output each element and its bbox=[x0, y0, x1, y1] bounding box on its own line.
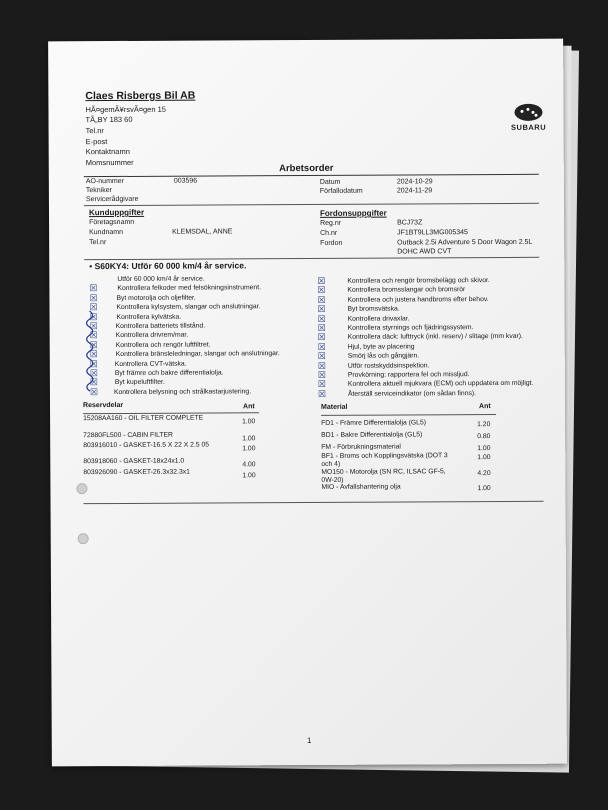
subaru-logo bbox=[503, 104, 553, 132]
fordon-value-1: Outback 2.5i Adventure 5 Door Wagon 2.5L bbox=[397, 238, 533, 247]
company-phone: Tel.nr bbox=[85, 126, 104, 136]
material-row-name: FM - Förbrukningsmaterial bbox=[321, 443, 401, 451]
service-task-item: Kontrollera felkoder med felsökningsinstrument. bbox=[117, 284, 261, 293]
tekniker-label: Tekniker bbox=[85, 187, 112, 195]
fordon-label: Fordon bbox=[320, 239, 343, 247]
check-mark-icon: ☒ bbox=[89, 321, 98, 332]
servicerad-label: Servicerådgivare bbox=[85, 195, 139, 204]
check-mark-icon: ☒ bbox=[317, 304, 326, 315]
service-task-item: Byt främre och bakre differentialolja. bbox=[114, 369, 224, 378]
parts-col-name: Reservdelar bbox=[82, 401, 124, 410]
fordon-value-2: DOHC AWD CVT bbox=[397, 248, 452, 256]
material-row-qty: 1.00 bbox=[477, 454, 491, 462]
service-task-item: Kontrollera styrnings och fjädringssystem. bbox=[347, 324, 474, 332]
part-row-qty: 1.00 bbox=[242, 445, 256, 453]
company-name: Claes Risbergs Bil AB bbox=[85, 89, 196, 103]
check-mark-icon: ☒ bbox=[317, 351, 326, 362]
ch-value: JF1BT9LL3MG005345 bbox=[397, 229, 468, 237]
material-row-name: MO150 - Motorolja (SN RC, ILSAC GF-5, 0W-20) bbox=[321, 468, 446, 484]
vehicle-heading: Fordonsuppgifter bbox=[319, 208, 387, 218]
kundnamn-value: KLEMSDAL, ANNE bbox=[172, 228, 233, 236]
service-task-item: Kontrollera däck: lufttryck (inkl. reserv) / slitage (mm kvar). bbox=[347, 333, 523, 342]
subaru-logo-icon bbox=[514, 104, 542, 121]
check-mark-icon: ☒ bbox=[89, 377, 98, 388]
part-row-name: 803926090 - GASKET-26.3x32.3x1 bbox=[83, 468, 190, 477]
material-row-name: MIO - Avfallshantering olja bbox=[321, 483, 401, 491]
check-mark-icon: ☒ bbox=[317, 313, 326, 324]
forfallo-label: Förfallodatum bbox=[319, 187, 363, 195]
check-mark-icon: ☒ bbox=[89, 358, 98, 369]
service-task-item: Utför rostskyddsinspektion. bbox=[347, 361, 430, 370]
material-row-name: BD1 - Bakre Differentialolja (GL5) bbox=[321, 431, 423, 439]
service-task-item: Kontrollera drivrem/mar. bbox=[115, 332, 189, 340]
material-row-qty: 1.00 bbox=[477, 445, 491, 453]
material-row-qty: 1.20 bbox=[477, 421, 491, 429]
check-mark-icon: ☒ bbox=[89, 349, 98, 360]
bottom-divider bbox=[84, 501, 544, 504]
company-address: HÃ¤gemÃ¥rsvÃ¤gen 15 bbox=[85, 104, 166, 115]
meta-divider bbox=[84, 203, 539, 206]
check-mark-icon: ☒ bbox=[89, 292, 98, 303]
customer-heading: Kunduppgifter bbox=[88, 207, 145, 218]
ao-value: 003596 bbox=[173, 177, 198, 185]
part-row-name: 15208AA160 - OIL FILTER COMPLETE bbox=[83, 414, 204, 423]
service-task-item: Byt kupeluftfilter. bbox=[114, 379, 165, 387]
check-mark-icon: ☒ bbox=[317, 369, 326, 380]
customer-divider bbox=[84, 257, 539, 260]
check-mark-icon: ☒ bbox=[317, 388, 327, 399]
service-task-item: Kontrollera kylvätska. bbox=[116, 313, 182, 321]
parts-col-qty: Ant bbox=[243, 403, 255, 411]
service-task-item: Utför 60 000 km/4 år service. bbox=[117, 275, 205, 283]
materials-header-line bbox=[321, 414, 496, 416]
reg-label: Reg.nr bbox=[320, 219, 342, 227]
punch-hole bbox=[78, 533, 89, 544]
service-task-item: Kontrollera och rengör luftfiltret. bbox=[115, 341, 211, 349]
check-mark-icon: ☒ bbox=[89, 368, 98, 379]
service-title: • S60KY4: Utför 60 000 km/4 år service. bbox=[89, 260, 247, 272]
service-task-item: Smörj lås och gångjärn. bbox=[347, 352, 420, 360]
material-row-name: BF1 - Broms och Kopplingsvätska (DOT 3 och 4) bbox=[321, 452, 448, 468]
part-row-qty: 1.00 bbox=[242, 472, 256, 480]
company-email: E-post bbox=[85, 137, 108, 147]
check-mark-icon: ☒ bbox=[317, 275, 326, 286]
kundnamn-label: Kundnamn bbox=[89, 228, 123, 237]
check-mark-icon: ☒ bbox=[317, 322, 326, 333]
work-order-page bbox=[48, 39, 567, 767]
service-task-item: Kontrollera och justera handbroms efter behov. bbox=[347, 295, 489, 304]
check-mark-icon: ☒ bbox=[317, 285, 326, 296]
check-mark-icon: ☒ bbox=[317, 379, 327, 390]
service-task-item: Återställ serviceindikator (om sådan finns). bbox=[347, 389, 477, 398]
datum-label: Datum bbox=[319, 178, 341, 186]
part-row-name: 72880FL500 - CABIN FILTER bbox=[83, 431, 173, 440]
document-title: Arbetsorder bbox=[279, 162, 334, 175]
check-mark-icon: ☒ bbox=[89, 283, 98, 294]
service-task-item: Kontrollera bromsslangar och bromsrör bbox=[347, 286, 466, 295]
service-task-item: Provkörning: rapportera fel och missljud. bbox=[347, 371, 470, 379]
service-task-item: Hjul, byte av placering bbox=[347, 343, 415, 351]
reg-value: BCJ73Z bbox=[397, 219, 423, 227]
forfallo-value: 2024-11-29 bbox=[396, 187, 433, 195]
check-mark-icon: ☒ bbox=[317, 360, 326, 371]
foretag-label: Företagsnamn bbox=[89, 218, 135, 227]
part-row-qty: 4.00 bbox=[242, 461, 256, 469]
datum-value: 2024-10-29 bbox=[396, 178, 433, 186]
service-task-item: Kontrollera batteriets tillstånd. bbox=[115, 322, 206, 331]
check-mark-icon: ☒ bbox=[89, 302, 98, 313]
check-mark-icon: ☒ bbox=[317, 294, 326, 305]
check-mark-icon: ☒ bbox=[317, 341, 326, 352]
punch-hole bbox=[76, 483, 87, 494]
material-row-qty: 1.00 bbox=[477, 485, 491, 493]
part-row-name: 803916010 - GASKET-16.5 X 22 X 2.5 05 bbox=[83, 441, 210, 450]
part-row-qty: 1.00 bbox=[242, 435, 256, 443]
service-task-item: Kontrollera belysning och strålkastarjustering. bbox=[113, 388, 252, 396]
material-row-qty: 4.20 bbox=[477, 470, 491, 478]
check-mark-icon: ☒ bbox=[317, 332, 326, 343]
service-task-item: Kontrollera bränsleledningar, slangar och anslutningar. bbox=[115, 350, 280, 359]
part-row-name: 803918060 - GASKET-18x24x1.0 bbox=[83, 457, 185, 466]
check-mark-icon: ☒ bbox=[89, 330, 98, 341]
service-task-item: Byt motorolja och oljefilter. bbox=[116, 294, 196, 302]
material-row-qty: 0.80 bbox=[477, 433, 491, 441]
ch-label: Ch.nr bbox=[320, 229, 338, 237]
company-city: TÃ„BY 183 60 bbox=[85, 114, 133, 125]
page-number: 1 bbox=[307, 735, 312, 746]
check-mark-icon: ☒ bbox=[89, 339, 98, 350]
service-task-item: Kontrollera och rengör bromsbelägg och skivor. bbox=[347, 277, 490, 285]
company-vat: Momsnummer bbox=[85, 157, 134, 168]
logo-text: SUBARU bbox=[510, 122, 547, 132]
materials-col-qty: Ant bbox=[479, 403, 491, 411]
material-row-name: FD1 - Främre Differentialolja (GL5) bbox=[321, 419, 427, 427]
check-mark-icon: ☒ bbox=[89, 386, 99, 397]
part-row-qty: 1.00 bbox=[242, 418, 256, 426]
service-task-item: Kontrollera aktuell mjukvara (ECM) och uppdatera om möjligt. bbox=[347, 380, 534, 389]
company-contact: Kontaktnamn bbox=[85, 146, 130, 157]
ao-label: AO-nummer bbox=[85, 177, 124, 186]
materials-col-name: Material bbox=[321, 403, 348, 411]
tel-label: Tel.nr bbox=[89, 239, 107, 247]
service-task-item: Kontrollera kylsystem, slangar och anslutningar. bbox=[116, 303, 261, 312]
service-task-item: Byt bromsvätska. bbox=[347, 305, 400, 313]
service-task-item: Kontrollera CVT-vätska. bbox=[114, 360, 187, 368]
check-mark-icon: ☒ bbox=[89, 311, 98, 322]
service-task-item: Kontrollera drivaxlar. bbox=[347, 315, 410, 323]
